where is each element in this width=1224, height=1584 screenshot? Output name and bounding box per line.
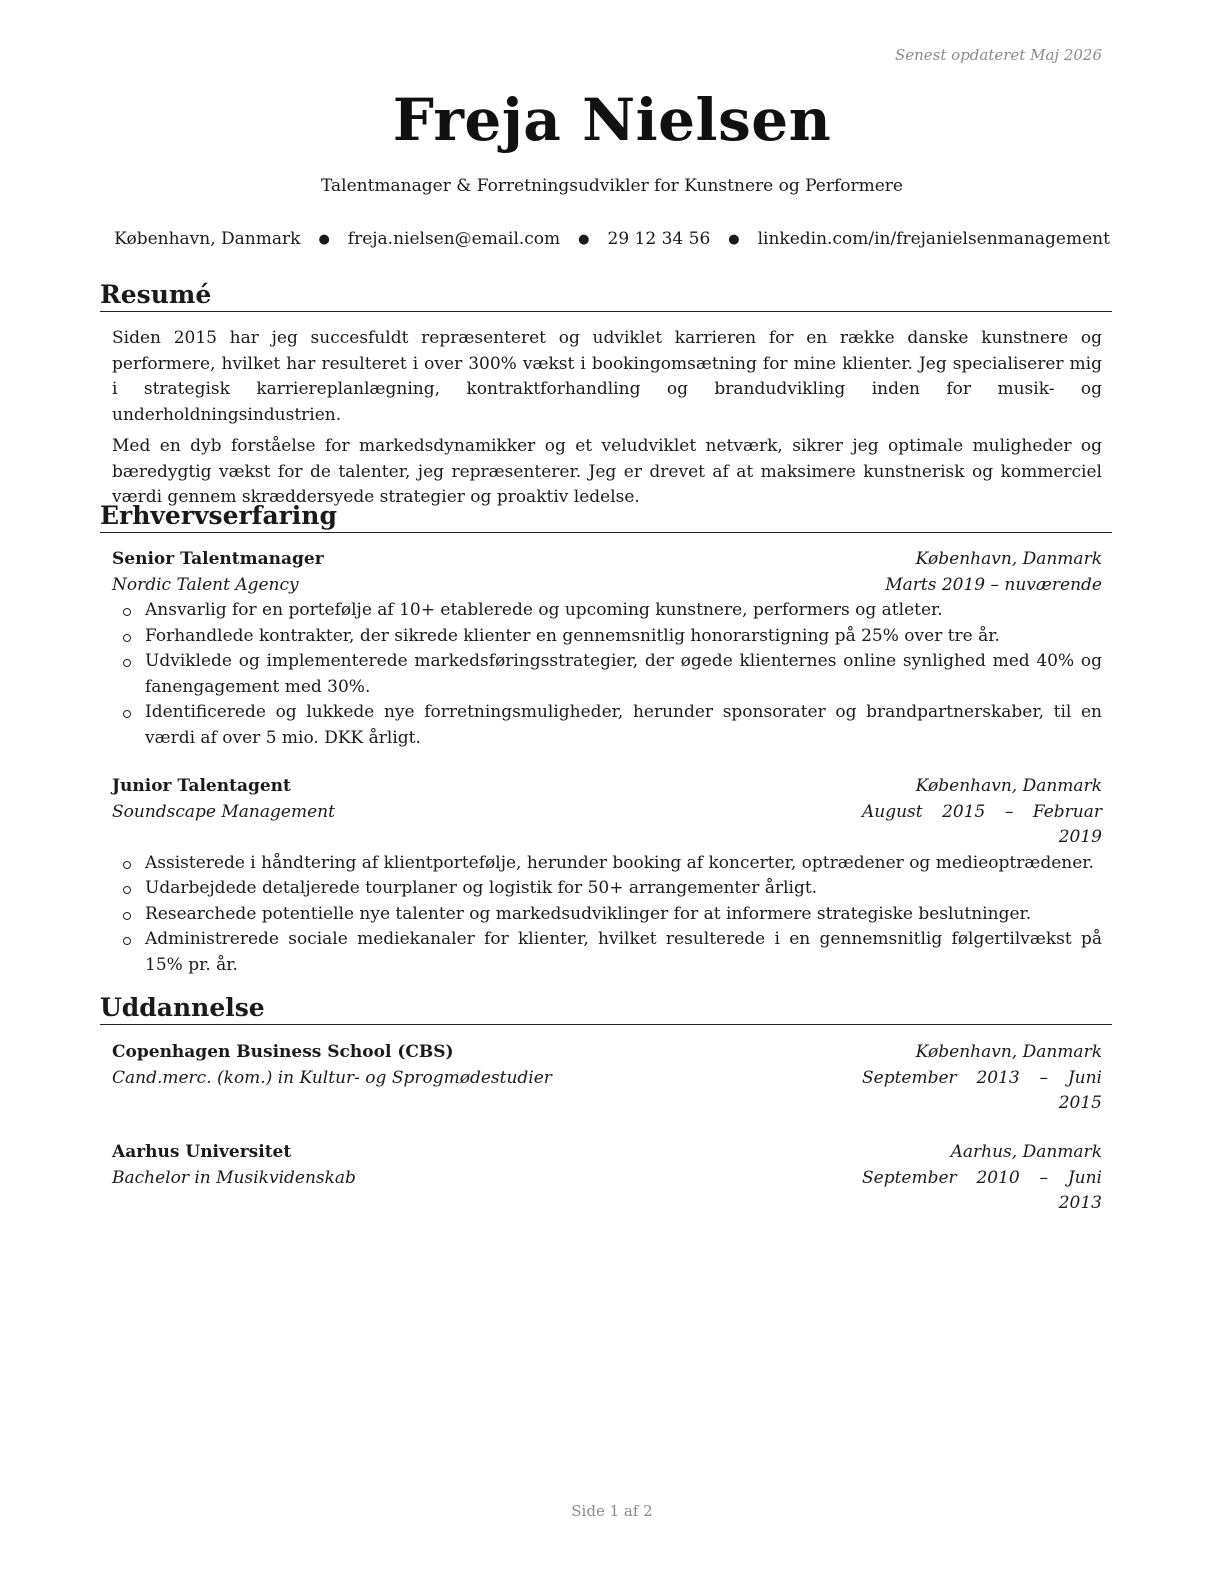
list-item: Identificerede og lukkede nye forretningsmuligheder, herunder sponsorater og brandpartnerskaber, til en værdi af over 5 mio. DKK årligt. bbox=[112, 700, 1102, 751]
job-location: København, Danmark bbox=[915, 776, 1102, 796]
education-dates: September 2013 – Juni 2015 bbox=[862, 1067, 1102, 1113]
job-bullet-list bbox=[112, 851, 1102, 979]
education-entry bbox=[112, 1040, 1102, 1117]
job-entry bbox=[112, 774, 1102, 978]
list-item: Administrerede sociale mediekanaler for klienter, hvilket resulterede i en gennemsnitlig følgertilvækst på 15% pr. år. bbox=[112, 927, 1102, 978]
bullet-separator-icon: ● bbox=[318, 231, 330, 247]
section-title-summary: Resumé bbox=[100, 280, 1112, 312]
contact-email[interactable]: freja.nielsen@email.com bbox=[347, 229, 561, 249]
section-title-experience: Erhvervserfaring bbox=[100, 501, 1112, 533]
tagline: Talentmanager & Forretningsudvikler for Kunstnere og Performere bbox=[320, 176, 903, 196]
list-item: Forhandlede kontrakter, der sikrede klienter en gennemsnitlig honorarstigning på 25% over tre år. bbox=[112, 624, 1102, 650]
degree: Cand.merc. (kom.) in Kultur- og Sprogmødestudier bbox=[112, 1067, 552, 1088]
summary-block bbox=[112, 326, 1102, 511]
summary-paragraph: Siden 2015 har jeg succesfuldt repræsenteret og udviklet karrieren for en række danske kunstnere og performere, hvilket har resulteret i over 300% vækst i bookingomsætning for mine klienter. Jeg specialiserer mig i strategisk karriereplanlægning, kontraktforhandling og brandudvikling inden for musik- og underholdningsindustrien. bbox=[112, 328, 1102, 425]
candidate-name: Freja Nielsen bbox=[392, 86, 832, 154]
section-title-education: Uddannelse bbox=[100, 993, 1112, 1025]
contact-linkedin[interactable]: linkedin.com/in/frejanielsenmanagement bbox=[757, 229, 1110, 249]
bullet-separator-icon: ● bbox=[728, 231, 740, 247]
job-organization: Nordic Talent Agency bbox=[112, 574, 299, 595]
school-location: København, Danmark bbox=[915, 1042, 1102, 1062]
school-location: Aarhus, Danmark bbox=[950, 1142, 1102, 1162]
last-updated-note: Senest opdateret Maj 2026 bbox=[894, 46, 1102, 64]
job-bullet-list bbox=[112, 598, 1102, 751]
job-location: København, Danmark bbox=[915, 549, 1102, 569]
list-item: Researchede potentielle nye talenter og markedsudviklinger for at informere strategiske beslutninger. bbox=[112, 902, 1102, 928]
job-dates: Marts 2019 – nuværende bbox=[885, 574, 1102, 595]
bullet-separator-icon: ● bbox=[578, 231, 590, 247]
job-entry bbox=[112, 547, 1102, 751]
list-item: Udarbejdede detaljerede tourplaner og logistik for 50+ arrangementer årligt. bbox=[112, 876, 1102, 902]
page-number: Side 1 af 2 bbox=[571, 1502, 653, 1520]
education-dates: September 2010 – Juni 2013 bbox=[862, 1167, 1102, 1213]
school-name: Copenhagen Business School (CBS) bbox=[112, 1042, 454, 1062]
school-name: Aarhus Universitet bbox=[112, 1142, 292, 1162]
education-entry bbox=[112, 1140, 1102, 1217]
summary-paragraph: Med en dyb forståelse for markedsdynamikker og et veludviklet netværk, sikrer jeg optimale muligheder og bæredygtig vækst for de talenter, jeg repræsenterer. Jeg er drevet af at maksimere kunstnerisk og kommerciel værdi gennem skræddersyede strategier og proaktiv ledelse. bbox=[112, 436, 1102, 507]
job-role: Senior Talentmanager bbox=[112, 549, 324, 569]
job-role: Junior Talentagent bbox=[112, 776, 291, 796]
job-organization: Soundscape Management bbox=[112, 801, 335, 822]
list-item: Ansvarlig for en portefølje af 10+ etablerede og upcoming kunstnere, performers og atleter. bbox=[112, 598, 1102, 624]
list-item: Assisterede i håndtering af klientportefølje, herunder booking af koncerter, optrædener og medieoptrædener. bbox=[112, 851, 1102, 877]
job-dates: August 2015 – Februar 2019 bbox=[862, 801, 1102, 847]
contact-line bbox=[0, 229, 1224, 249]
degree: Bachelor in Musikvidenskab bbox=[112, 1167, 356, 1188]
contact-location: København, Danmark bbox=[114, 229, 301, 249]
contact-phone: 29 12 34 56 bbox=[607, 229, 711, 249]
list-item: Udviklede og implementerede markedsføringsstrategier, der øgede klienternes online synlighed med 40% og fanengagement med 30%. bbox=[112, 649, 1102, 700]
